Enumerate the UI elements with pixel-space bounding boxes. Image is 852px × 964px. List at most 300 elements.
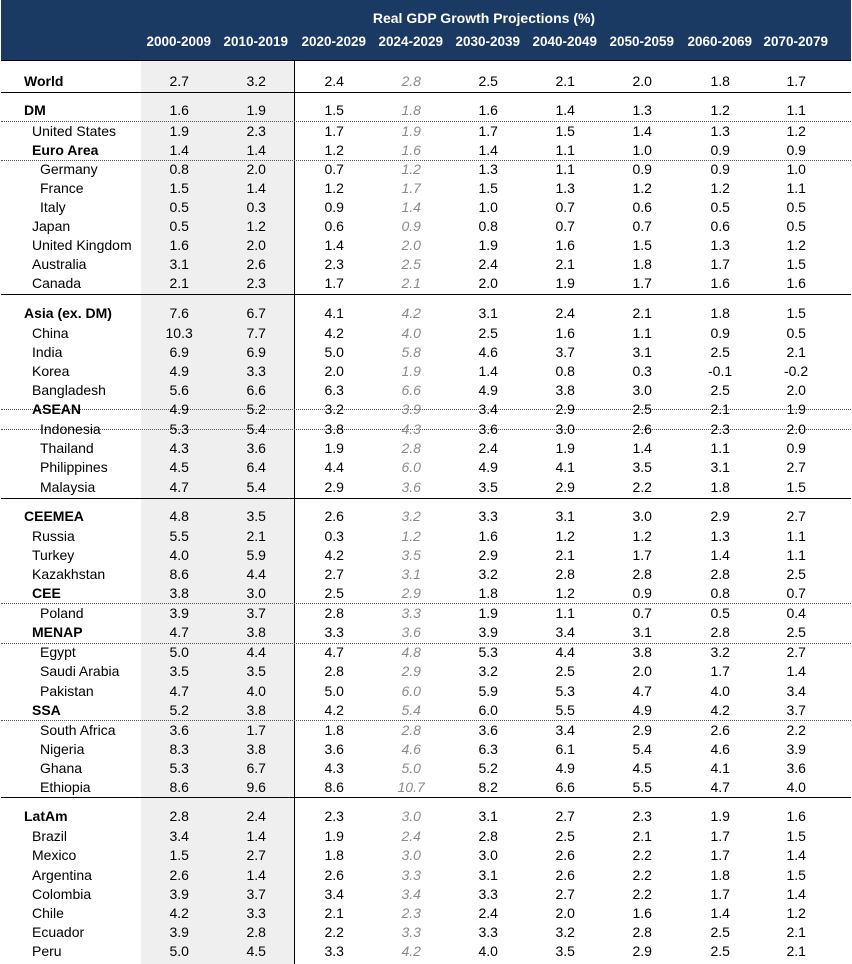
table-cell: 0.9 (710, 161, 730, 177)
table-cell: 1.1 (786, 180, 806, 196)
table-cell: 1.6 (169, 102, 189, 118)
table-cell: 2.8 (324, 663, 344, 679)
table-cell: 3.1 (478, 808, 498, 824)
table-cell: 2.5 (555, 828, 575, 844)
table-cell: 2.1 (401, 275, 421, 291)
table-cell: 2.1 (710, 401, 730, 417)
column-header: 2070-2079 (763, 34, 829, 49)
table-cell: 2.9 (478, 547, 498, 563)
row-label: Australia (32, 256, 87, 272)
row-label: China (32, 325, 69, 341)
column-header: 2060-2069 (687, 34, 753, 49)
table-cell: 2.9 (632, 943, 652, 959)
table-cell: 2.6 (555, 847, 575, 863)
table-cell: 2.1 (786, 344, 806, 360)
table-cell: 3.9 (169, 886, 189, 902)
table-cell: 4.9 (632, 702, 652, 718)
table-cell: 0.7 (632, 605, 652, 621)
table-cell: 3.4 (786, 683, 806, 699)
table-cell: 3.2 (710, 644, 730, 660)
row-label: Asia (ex. DM) (24, 305, 112, 321)
table-cell: 5.2 (246, 401, 266, 417)
table-cell: 1.4 (632, 123, 652, 139)
table-cell: 3.7 (246, 605, 266, 621)
table-cell: 4.5 (632, 760, 652, 776)
table-cell: 2.8 (401, 722, 421, 738)
table-cell: 1.0 (478, 199, 498, 215)
table-cell: 5.3 (478, 644, 498, 660)
table-cell: 1.4 (786, 847, 806, 863)
table-cell: 4.3 (324, 760, 344, 776)
table-cell: 1.1 (555, 161, 575, 177)
table-cell: 2.6 (324, 867, 344, 883)
table-cell: 0.7 (555, 218, 575, 234)
table-cell: 5.0 (169, 943, 189, 959)
table-cell: 1.4 (478, 363, 498, 379)
table-cell: 3.2 (324, 401, 344, 417)
table-cell: 2.8 (169, 808, 189, 824)
table-cell: 1.7 (710, 828, 730, 844)
table-cell: 4.2 (401, 943, 421, 959)
table-cell: 3.5 (478, 479, 498, 495)
table-cell: 5.3 (169, 760, 189, 776)
table-cell: 1.5 (632, 237, 652, 253)
row-label: Philippines (40, 459, 108, 475)
table-cell: 1.1 (632, 325, 652, 341)
table-cell: 1.6 (555, 237, 575, 253)
table-cell: 1.2 (786, 905, 806, 921)
table-cell: 2.5 (478, 73, 498, 89)
table-cell: 4.5 (246, 943, 266, 959)
table-cell: 1.7 (401, 180, 421, 196)
row-label: Poland (40, 605, 84, 621)
table-cell: 4.0 (710, 683, 730, 699)
table-cell: 3.5 (246, 663, 266, 679)
table-cell: 0.6 (632, 199, 652, 215)
table-cell: 2.8 (632, 924, 652, 940)
table-cell: 4.1 (555, 459, 575, 475)
section-divider (1, 92, 851, 93)
table-cell: 3.2 (478, 663, 498, 679)
table-cell: 4.3 (401, 421, 421, 437)
table-cell: 3.9 (478, 624, 498, 640)
table-cell: 9.6 (246, 779, 266, 795)
table-cell: 1.6 (478, 528, 498, 544)
row-label: India (32, 344, 63, 360)
historical-columns-shading (141, 60, 295, 964)
table-cell: 4.4 (246, 644, 266, 660)
table-cell: 0.9 (632, 585, 652, 601)
table-cell: 3.0 (632, 508, 652, 524)
table-cell: 8.2 (478, 779, 498, 795)
table-cell: 1.7 (710, 886, 730, 902)
table-cell: 2.4 (324, 73, 344, 89)
table-cell: 1.2 (324, 180, 344, 196)
table-cell: 0.9 (710, 325, 730, 341)
table-cell: 0.9 (632, 161, 652, 177)
table-cell: 1.6 (555, 325, 575, 341)
row-label: World (24, 73, 64, 89)
table-cell: 1.7 (786, 73, 806, 89)
table-cell: 2.2 (632, 867, 652, 883)
table-cell: 2.5 (786, 624, 806, 640)
table-cell: 1.0 (632, 142, 652, 158)
table-cell: 2.7 (786, 644, 806, 660)
table-cell: 4.9 (478, 459, 498, 475)
row-label: Thailand (40, 440, 94, 456)
table-cell: 0.7 (324, 161, 344, 177)
table-cell: 7.7 (246, 325, 266, 341)
table-cell: 2.9 (555, 401, 575, 417)
table-cell: 3.7 (246, 886, 266, 902)
row-label: Argentina (32, 867, 92, 883)
table-cell: 1.8 (324, 722, 344, 738)
table-cell: 0.8 (478, 218, 498, 234)
table-cell: 3.9 (169, 605, 189, 621)
table-cell: 1.1 (786, 528, 806, 544)
table-cell: 2.1 (786, 943, 806, 959)
table-cell: 3.1 (555, 508, 575, 524)
table-cell: 0.9 (786, 142, 806, 158)
table-cell: 1.5 (324, 102, 344, 118)
table-cell: 1.7 (478, 123, 498, 139)
table-cell: -0.2 (784, 363, 809, 379)
table-cell: 1.5 (786, 305, 806, 321)
table-cell: 3.1 (478, 867, 498, 883)
table-cell: 3.2 (246, 73, 266, 89)
table-cell: 3.9 (786, 741, 806, 757)
table-cell: 1.2 (555, 585, 575, 601)
table-cell: 1.6 (710, 275, 730, 291)
table-cell: 2.0 (786, 421, 806, 437)
table-cell: 4.2 (710, 702, 730, 718)
table-cell: 5.0 (401, 760, 421, 776)
table-cell: 5.9 (478, 683, 498, 699)
table-cell: 1.9 (478, 237, 498, 253)
table-cell: 3.0 (478, 847, 498, 863)
table-cell: 0.3 (246, 199, 266, 215)
table-cell: 2.9 (401, 663, 421, 679)
row-label: CEE (32, 585, 61, 601)
table-cell: 4.6 (401, 741, 421, 757)
table-cell: 1.5 (169, 180, 189, 196)
table-cell: 2.6 (710, 722, 730, 738)
table-cell: 3.4 (555, 722, 575, 738)
table-cell: 3.6 (169, 722, 189, 738)
table-cell: 2.5 (478, 325, 498, 341)
table-cell: 4.2 (324, 325, 344, 341)
table-cell: 3.8 (324, 421, 344, 437)
table-cell: 1.2 (632, 528, 652, 544)
table-cell: 3.8 (246, 702, 266, 718)
table-cell: 2.0 (555, 905, 575, 921)
table-cell: 2.4 (555, 305, 575, 321)
table-cell: 2.5 (710, 382, 730, 398)
table-cell: 1.3 (710, 528, 730, 544)
table-cell: 3.6 (246, 440, 266, 456)
table-cell: 2.0 (632, 73, 652, 89)
table-cell: 1.6 (401, 142, 421, 158)
table-header (1, 0, 851, 60)
table-cell: 2.8 (324, 605, 344, 621)
table-cell: 1.8 (710, 305, 730, 321)
table-cell: 1.4 (401, 199, 421, 215)
table-cell: 3.7 (555, 344, 575, 360)
table-cell: 3.5 (632, 459, 652, 475)
table-cell: 6.1 (555, 741, 575, 757)
table-cell: 3.6 (401, 479, 421, 495)
table-cell: 2.3 (710, 421, 730, 437)
table-cell: 6.6 (246, 382, 266, 398)
table-cell: 2.0 (478, 275, 498, 291)
table-cell: 1.6 (632, 905, 652, 921)
table-cell: 3.8 (632, 644, 652, 660)
table-cell: 2.6 (555, 867, 575, 883)
table-cell: 0.6 (324, 218, 344, 234)
table-cell: 3.4 (324, 886, 344, 902)
row-label: ASEAN (32, 401, 82, 417)
table-cell: 3.3 (246, 905, 266, 921)
table-cell: 2.4 (401, 828, 421, 844)
column-header: 2030-2039 (455, 34, 521, 49)
table-cell: 3.0 (401, 847, 421, 863)
table-cell: 6.7 (246, 305, 266, 321)
table-cell: 4.1 (324, 305, 344, 321)
table-cell: 2.5 (401, 256, 421, 272)
table-cell: 0.5 (786, 218, 806, 234)
table-cell: 2.8 (632, 566, 652, 582)
row-label: Kazakhstan (32, 566, 106, 582)
table-cell: 1.8 (632, 256, 652, 272)
table-cell: 8.6 (169, 779, 189, 795)
table-cell: 2.8 (401, 73, 421, 89)
table-cell: 4.2 (324, 702, 344, 718)
table-cell: 1.9 (169, 123, 189, 139)
table-cell: 4.9 (169, 401, 189, 417)
row-label: Japan (32, 218, 71, 234)
row-label: Colombia (32, 886, 92, 902)
table-cell: 1.4 (246, 867, 266, 883)
table-cell: 6.6 (401, 382, 421, 398)
table-cell: 0.5 (169, 199, 189, 215)
row-label: Mexico (32, 847, 77, 863)
table-cell: 1.5 (786, 867, 806, 883)
table-cell: 2.3 (401, 905, 421, 921)
table-cell: 2.8 (710, 566, 730, 582)
table-cell: 1.8 (710, 479, 730, 495)
table-cell: 1.7 (710, 847, 730, 863)
table-cell: 3.5 (169, 663, 189, 679)
table-cell: 0.7 (555, 199, 575, 215)
table-cell: 3.7 (786, 702, 806, 718)
table-cell: 2.3 (632, 808, 652, 824)
table-cell: 3.0 (632, 382, 652, 398)
table-cell: 1.6 (786, 275, 806, 291)
table-cell: 0.6 (710, 218, 730, 234)
table-cell: 5.4 (632, 741, 652, 757)
table-cell: 0.4 (786, 605, 806, 621)
table-cell: 2.2 (632, 479, 652, 495)
table-cell: 2.2 (632, 847, 652, 863)
table-cell: 2.7 (555, 886, 575, 902)
table-cell: 1.3 (478, 161, 498, 177)
table-cell: 2.5 (786, 566, 806, 582)
table-cell: 1.4 (478, 142, 498, 158)
row-label: Saudi Arabia (40, 663, 120, 679)
table-cell: 1.2 (786, 237, 806, 253)
table-cell: 0.5 (710, 199, 730, 215)
table-cell: 6.0 (478, 702, 498, 718)
table-cell: 1.4 (710, 905, 730, 921)
row-label: Nigeria (40, 741, 85, 757)
table-cell: 0.5 (169, 218, 189, 234)
table-cell: 3.3 (401, 924, 421, 940)
row-label: Euro Area (32, 142, 99, 158)
table-cell: 10.7 (397, 779, 425, 795)
table-cell: 1.5 (786, 479, 806, 495)
table-cell: 3.1 (632, 624, 652, 640)
row-label: Egypt (40, 644, 76, 660)
table-cell: 1.4 (246, 142, 266, 158)
table-cell: 1.7 (710, 256, 730, 272)
table-cell: 2.1 (555, 547, 575, 563)
table-cell: 1.8 (478, 585, 498, 601)
table-cell: 4.0 (478, 943, 498, 959)
table-cell: 4.9 (555, 760, 575, 776)
table-cell: 3.9 (401, 401, 421, 417)
row-label: Korea (32, 363, 70, 379)
table-cell: 3.8 (555, 382, 575, 398)
table-cell: 2.9 (555, 479, 575, 495)
table-cell: 6.0 (401, 683, 421, 699)
table-cell: 4.6 (478, 344, 498, 360)
row-label: Peru (32, 943, 62, 959)
table-cell: 1.7 (324, 123, 344, 139)
row-label: Malaysia (40, 479, 96, 495)
table-cell: 4.7 (169, 624, 189, 640)
table-cell: 1.9 (324, 828, 344, 844)
column-header: 2020-2029 (301, 34, 367, 49)
table-cell: 5.5 (632, 779, 652, 795)
table-cell: 1.5 (169, 847, 189, 863)
table-cell: 4.7 (169, 683, 189, 699)
table-cell: 0.7 (786, 585, 806, 601)
table-cell: 3.6 (478, 722, 498, 738)
table-cell: 4.5 (169, 459, 189, 475)
table-cell: 8.6 (324, 779, 344, 795)
table-cell: 2.5 (710, 943, 730, 959)
table-cell: 1.2 (710, 180, 730, 196)
table-cell: 0.3 (324, 528, 344, 544)
table-cell: 2.5 (710, 924, 730, 940)
table-cell: 3.0 (246, 585, 266, 601)
row-label: Germany (40, 161, 98, 177)
table-cell: 1.9 (246, 102, 266, 118)
table-cell: 2.6 (246, 256, 266, 272)
table-cell: 1.5 (478, 180, 498, 196)
table-cell: 1.1 (710, 440, 730, 456)
table-cell: 1.6 (169, 237, 189, 253)
table-cell: 1.1 (555, 142, 575, 158)
table-cell: 1.1 (555, 605, 575, 621)
table-cell: 3.8 (169, 585, 189, 601)
table-cell: 2.0 (401, 237, 421, 253)
table-cell: 5.2 (169, 702, 189, 718)
table-cell: 0.8 (555, 363, 575, 379)
table-cell: 3.0 (401, 808, 421, 824)
table-cell: 1.9 (324, 440, 344, 456)
table-cell: 2.8 (478, 828, 498, 844)
section-divider (1, 498, 851, 499)
table-cell: 3.3 (478, 924, 498, 940)
table-cell: 3.5 (401, 547, 421, 563)
table-cell: 1.9 (401, 363, 421, 379)
table-cell: 4.4 (324, 459, 344, 475)
table-cell: 3.8 (246, 624, 266, 640)
table-cell: 3.4 (555, 624, 575, 640)
column-header: 2024-2029 (378, 34, 444, 49)
table-cell: 5.9 (246, 547, 266, 563)
table-cell: 1.4 (246, 828, 266, 844)
table-cell: 3.1 (710, 459, 730, 475)
table-cell: 2.3 (246, 123, 266, 139)
table-cell: 4.2 (169, 905, 189, 921)
table-cell: 3.3 (478, 886, 498, 902)
row-label: Brazil (32, 828, 68, 844)
table-cell: 6.7 (246, 760, 266, 776)
table-cell: 0.8 (710, 585, 730, 601)
table-cell: 2.9 (401, 585, 421, 601)
table-cell: 2.3 (246, 275, 266, 291)
row-label: Italy (40, 199, 66, 215)
table-cell: 3.4 (478, 401, 498, 417)
table-cell: 3.8 (246, 741, 266, 757)
table-cell: 4.7 (324, 644, 344, 660)
table-cell: 2.2 (324, 924, 344, 940)
table-cell: 1.2 (555, 528, 575, 544)
table-cell: 1.9 (710, 808, 730, 824)
table-cell: 4.9 (169, 363, 189, 379)
row-label: Russia (32, 528, 75, 544)
table-cell: 3.6 (478, 421, 498, 437)
table-cell: 5.8 (401, 344, 421, 360)
table-cell: 1.7 (710, 663, 730, 679)
table-cell: 3.3 (324, 943, 344, 959)
table-cell: 4.1 (710, 760, 730, 776)
table-cell: 4.0 (786, 779, 806, 795)
table-cell: 1.4 (632, 440, 652, 456)
table-cell: 6.9 (246, 344, 266, 360)
table-cell: 4.0 (246, 683, 266, 699)
table-cell: 2.4 (246, 808, 266, 824)
table-cell: 1.5 (786, 828, 806, 844)
table-cell: 4.9 (478, 382, 498, 398)
row-label: Turkey (32, 547, 75, 563)
table-cell: 1.4 (324, 237, 344, 253)
row-label: Canada (32, 275, 82, 291)
row-label: MENAP (32, 624, 83, 640)
table-cell: 7.6 (169, 305, 189, 321)
table-cell: 6.4 (246, 459, 266, 475)
table-cell: 1.4 (710, 547, 730, 563)
table-cell: 1.9 (786, 401, 806, 417)
table-cell: 5.5 (555, 702, 575, 718)
section-divider (1, 60, 851, 61)
column-header: 2000-2009 (146, 34, 212, 49)
table-cell: 0.5 (786, 199, 806, 215)
table-cell: 2.0 (246, 161, 266, 177)
table-cell: 2.3 (324, 256, 344, 272)
